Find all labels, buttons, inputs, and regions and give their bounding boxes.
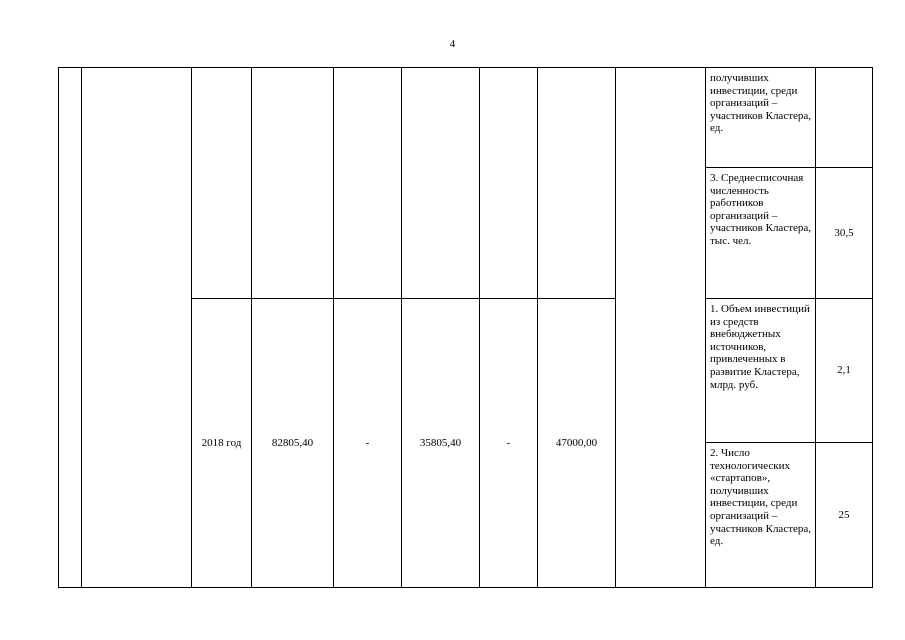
indicator-name: 3. Среднесписочная численность работников организаций – участников Кластера, тыс. чел. xyxy=(706,168,816,299)
total-cell: 82805,40 xyxy=(252,299,334,588)
prev-federal-cell xyxy=(334,68,402,299)
prev-regional-cell xyxy=(402,68,480,299)
prev-local-cell xyxy=(480,68,538,299)
indicator-name: 1. Объем инвестиций из средств внебюджетных источников, привлеченных в развитие Кластера, млрд. руб. xyxy=(706,299,816,443)
page-number: 4 xyxy=(449,38,456,50)
year-cell: 2018 год xyxy=(192,299,252,588)
regional-cell: 35805,40 xyxy=(402,299,480,588)
prev-extrabudget-cell xyxy=(538,68,616,299)
empty-cell-executor xyxy=(616,68,706,588)
prev-year-cell xyxy=(192,68,252,299)
indicator-value: 2,1 xyxy=(816,299,873,443)
empty-cell-no xyxy=(59,68,82,588)
indicator-name: получивших инвестиции, среди организаций – участников Кластера, ед. xyxy=(706,68,816,168)
prev-total-cell xyxy=(252,68,334,299)
empty-cell-title xyxy=(82,68,192,588)
federal-cell: - xyxy=(334,299,402,588)
extrabudget-cell: 47000,00 xyxy=(538,299,616,588)
indicator-value xyxy=(816,68,873,168)
program-table xyxy=(58,67,873,588)
indicator-name: 2. Число технологических «стартапов», получивших инвестиции, среди организаций – участников Кластера, ед. xyxy=(706,443,816,588)
local-cell: - xyxy=(480,299,538,588)
indicator-value: 30,5 xyxy=(816,168,873,299)
indicator-value: 25 xyxy=(816,443,873,588)
